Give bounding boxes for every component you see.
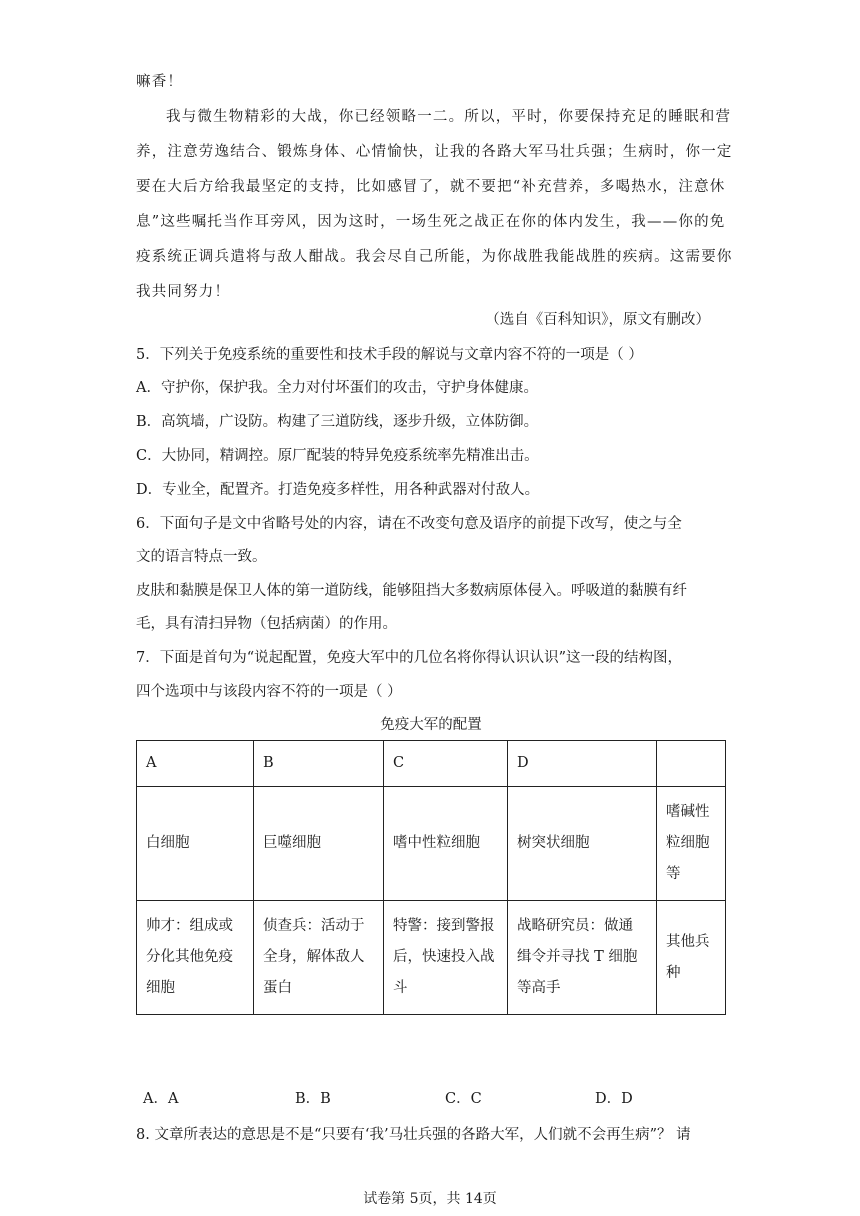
table-cell: 帅才：组成或分化其他免疫细胞	[137, 901, 254, 1015]
passage-line: 嘛香！	[136, 74, 184, 90]
table-header-cell: A	[137, 741, 254, 787]
passage-line: 疫系统正调兵遣将与敌人酣战。我会尽自己所能，为你战胜我能战胜的疾病。这需要你	[136, 249, 733, 265]
passage-source: （选自《百科知识》，原文有删改）	[485, 312, 710, 328]
passage-line: 我与微生物精彩的大战，你已经领略一二。所以，平时，你要保持充足的睡眠和营	[166, 109, 732, 125]
question-5-option-b: B．高筑墙，广设防。构建了三道防线，逐步升级，立体防御。	[136, 414, 539, 430]
question-5-option-c: C．大协同，精调控。原厂配装的特异免疫系统率先精准出击。	[136, 448, 539, 464]
question-7-line: 四个选项中与该段内容不符的一项是（ ）	[136, 684, 402, 700]
table-header-cell: D	[508, 741, 657, 787]
table-cell: 巨噬细胞	[254, 787, 384, 901]
question-7-option-a: A．A	[143, 1091, 179, 1107]
table-cell: 白细胞	[137, 787, 254, 901]
passage-line: 我共同努力！	[136, 284, 231, 300]
passage-line: 养，注意劳逸结合、锻炼身体、心情愉快，让我的各路大军马壮兵强；生病时，你一定	[136, 144, 733, 160]
passage-line: 息”这些嘱托当作耳旁风，因为这时，一场生死之战正在你的体内发生，我——你的免	[136, 214, 726, 230]
question-7-option-c: C．C	[445, 1091, 482, 1107]
page-footer: 试卷第 5页，共 14页	[363, 1191, 497, 1207]
config-table	[136, 740, 726, 1015]
question-7-line: 7．下面是首句为“说起配置，免疫大军中的几位名将你得认识认识”这一段的结构图，	[136, 650, 683, 666]
table-header-cell	[657, 741, 726, 787]
question-5-option-a: A．守护你，保护我。全力对付坏蛋们的攻击，守护身体健康。	[136, 380, 538, 396]
table-title: 免疫大军的配置	[380, 717, 482, 733]
question-5-stem: 5．下列关于免疫系统的重要性和技术手段的解说与文章内容不符的一项是（ ）	[136, 347, 643, 363]
table-cell: 嗜中性粒细胞	[384, 787, 508, 901]
table-row	[137, 901, 726, 1015]
question-7-option-b: B．B	[295, 1091, 331, 1107]
table-header-cell: B	[254, 741, 384, 787]
table-header-row	[137, 741, 726, 787]
question-6-sentence: 皮肤和黏膜是保卫人体的第一道防线，能够阻挡大多数病原体侵入。呼吸道的黏膜有纤	[136, 583, 687, 599]
table-cell: 侦查兵：活动于全身，解体敌人蛋白	[254, 901, 384, 1015]
question-6-line: 6．下面句子是文中省略号处的内容，请在不改变句意及语序的前提下改写，使之与全	[136, 516, 682, 532]
question-8-line: 8. 文章所表达的意思是不是“只要有‘我’马壮兵强的各路大军，人们就不会再生病”？ 请	[136, 1127, 691, 1143]
question-5-option-d: D．专业全，配置齐。打造免疫多样性，用各种武器对付敌人。	[136, 482, 540, 498]
table-cell: 树突状细胞	[508, 787, 657, 901]
passage-line: 要在大后方给我最坚定的支持，比如感冒了，就不要把“补充营养，多喝热水，注意休	[136, 179, 726, 195]
table-cell: 其他兵种	[657, 901, 726, 1015]
question-6-sentence: 毛，具有清扫异物（包括病菌）的作用。	[136, 616, 397, 632]
table-cell: 战略研究员：做通缉令并寻找 T 细胞等高手	[508, 901, 657, 1015]
question-7-option-d: D．D	[595, 1091, 633, 1107]
table-row	[137, 787, 726, 901]
question-6-line: 文的语言特点一致。	[136, 549, 267, 565]
table-cell: 嗜碱性粒细胞等	[657, 787, 726, 901]
table-cell: 特警：接到警报后，快速投入战斗	[384, 901, 508, 1015]
table-header-cell: C	[384, 741, 508, 787]
